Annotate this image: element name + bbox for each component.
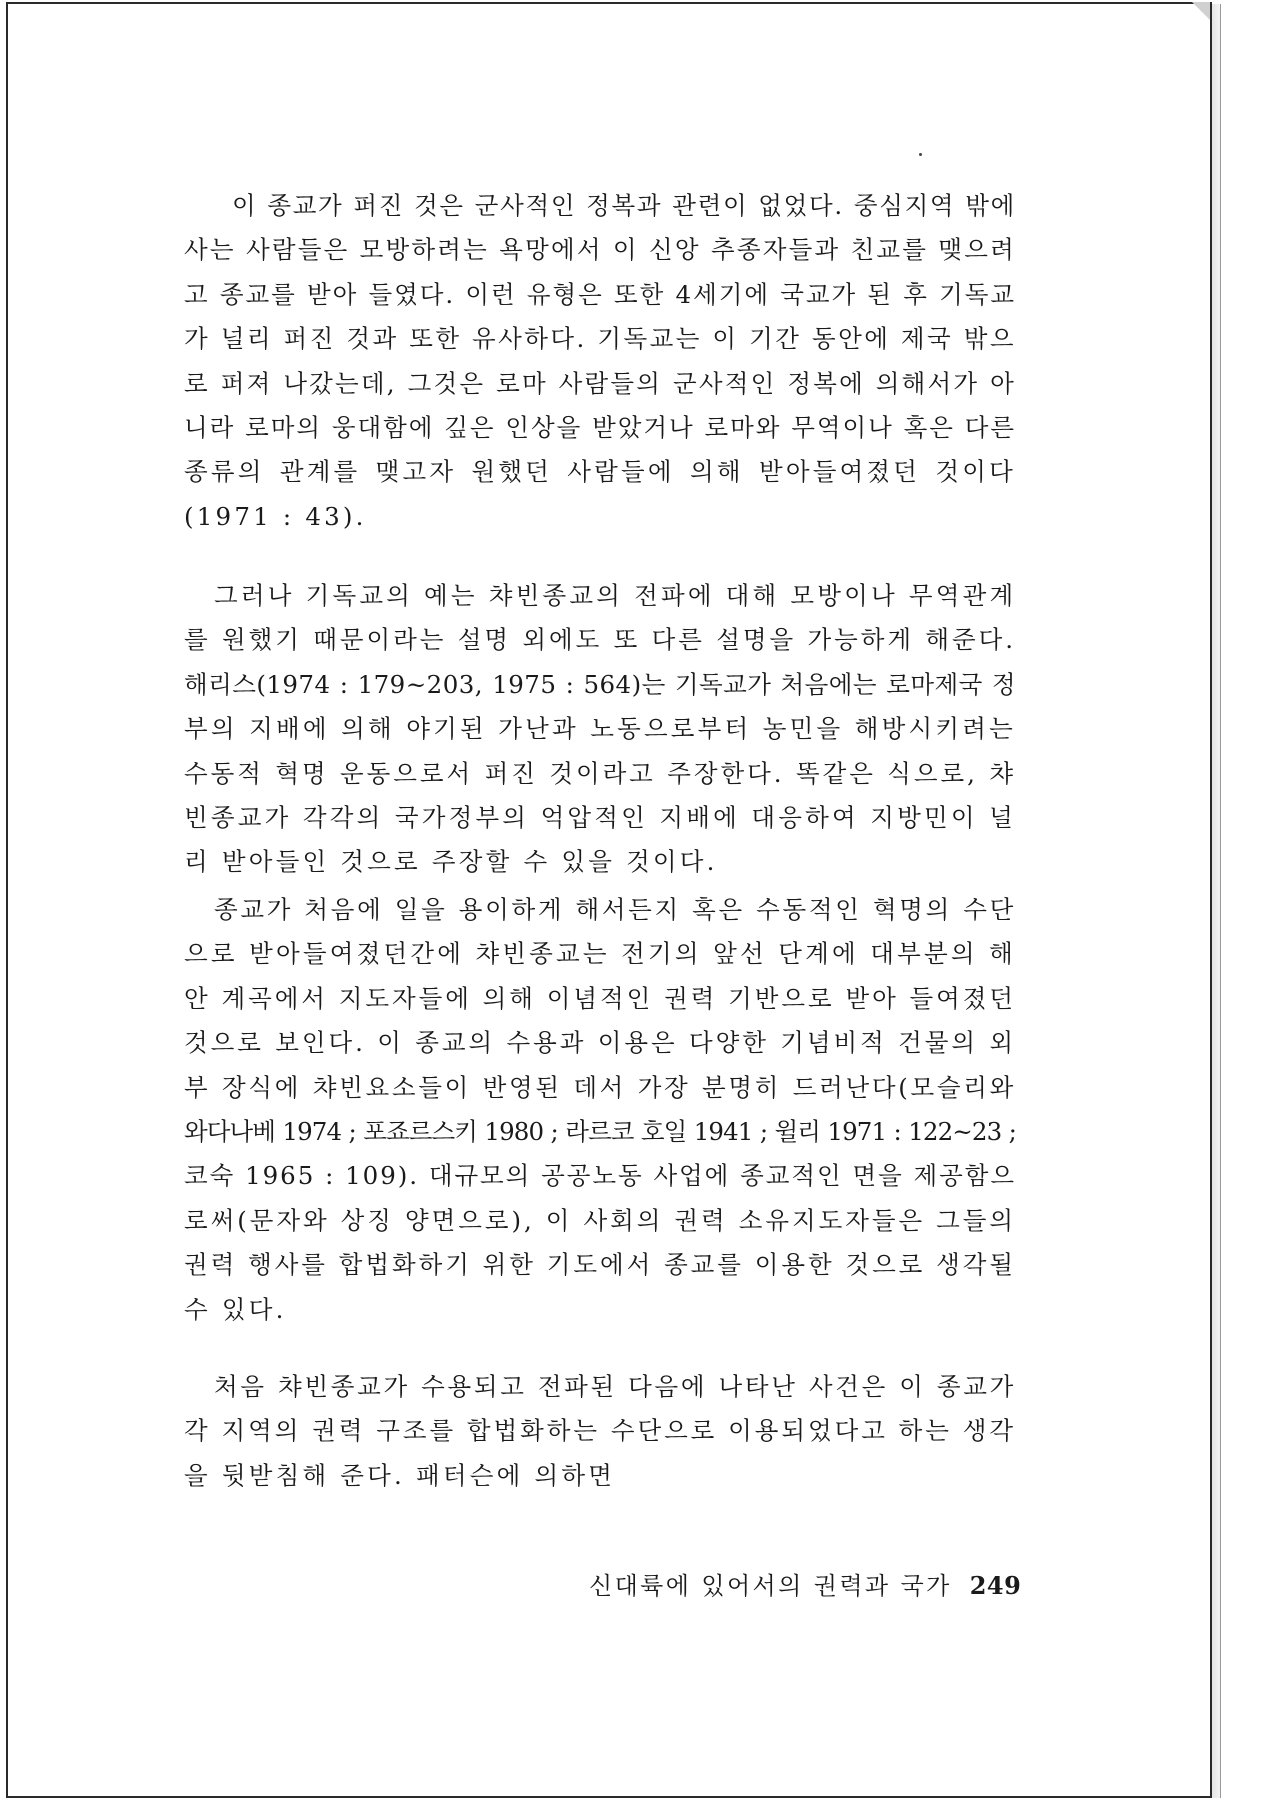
quoted-paragraph [184, 184, 1016, 539]
page-footer [589, 1566, 1049, 1601]
text-line: 빈종교가 각각의 국가정부의 억압적인 지배에 대응하여 지방민이 널 [184, 803, 1016, 833]
text-line: 를 원했기 때문이라는 설명 외에도 또 다른 설명을 가능하게 해준다. [184, 625, 1016, 655]
text-line: 각 지역의 권력 구조를 합법화하는 수단으로 이용되었다고 하는 생각 [184, 1416, 1016, 1446]
body-paragraph [184, 1365, 1016, 1498]
text-line: 수 있다. [184, 1294, 287, 1324]
text-line: 안 계곡에서 지도자들에 의해 이념적인 권력 기반으로 받아 들여졌던 [184, 983, 1016, 1013]
text-line: 니라 로마의 웅대함에 깊은 인상을 받았거나 로마와 무역이나 혹은 다른 [184, 413, 1016, 443]
text-line: 리 받아들인 것으로 주장할 수 있을 것이다. [184, 847, 718, 877]
text-line: 처음 챠빈종교가 수용되고 전파된 다음에 나타난 사건은 이 종교가 [214, 1372, 1016, 1401]
print-speck [919, 153, 922, 156]
text-line: 것으로 보인다. 이 종교의 수용과 이용은 다양한 기념비적 건물의 외 [184, 1028, 1016, 1058]
text-line: 로써(문자와 상징 양면으로), 이 사회의 권력 소유지도자들은 그들의 [184, 1205, 1016, 1235]
text-line: 해리스(1974 : 179~203, 1975 : 564)는 기독교가 처음에는 로마제국 정 [184, 669, 1016, 699]
text-line: 수동적 혁명 운동으로서 퍼진 것이라고 주장한다. 똑같은 식으로, 챠 [184, 758, 1016, 788]
text-line: 사는 사람들은 모방하려는 욕망에서 이 신앙 추종자들과 친교를 맺으려 [184, 235, 1016, 265]
text-line: 을 뒷받침해 준다. 패터슨에 의하면 [184, 1460, 616, 1490]
text-line: 으로 받아들여졌던간에 챠빈종교는 전기의 앞선 단계에 대부분의 해 [184, 939, 1016, 969]
text-line: 고 종교를 받아 들였다. 이런 유형은 또한 4세기에 국교가 된 후 기독교 [184, 279, 1016, 309]
text-line: 그러나 기독교의 예는 챠빈종교의 전파에 대해 모방이나 무역관계 [214, 581, 1017, 610]
text-line: 종류의 관계를 맺고자 원했던 사람들에 의해 받아들여졌던 것이다 [184, 457, 1016, 487]
text-line: (1971 : 43). [184, 501, 367, 531]
text-line: 종교가 처음에 일을 용이하게 해서든지 혹은 수동적인 혁명의 수단 [214, 895, 1016, 924]
text-line: 가 널리 퍼진 것과 또한 유사하다. 기독교는 이 기간 동안에 제국 밖으 [184, 324, 1016, 354]
text-line: 로 퍼져 나갔는데, 그것은 로마 사람들의 군사적인 정복에 의해서가 아 [184, 368, 1016, 398]
body-paragraph [184, 888, 1016, 1332]
body-paragraph [184, 574, 1016, 885]
running-title: 신대륙에 있어서의 권력과 국가 [589, 1572, 952, 1600]
text-line: 권력 행사를 합법화하기 위한 기도에서 종교를 이용한 것으로 생각될 [184, 1250, 1016, 1280]
text-line: 이 종교가 퍼진 것은 군사적인 정복과 관련이 없었다. 중심지역 밖에 [232, 191, 1016, 220]
page-number: 249 [969, 1571, 1022, 1600]
text-line: 부의 지배에 의해 야기된 가난과 노동으로부터 농민을 해방시키려는 [184, 714, 1016, 744]
text-line: 와다나베 1974 ; 포죠르스키 1980 ; 라르코 호일 1941 ; 윌리 1971 : 122~23 ; [184, 1117, 1016, 1147]
page-corner [1192, 2, 1210, 20]
text-line: 코숙 1965 : 109). 대규모의 공공노동 사업에 종교적인 면을 제공함으 [184, 1161, 1016, 1191]
text-line: 부 장식에 챠빈요소들이 반영된 데서 가장 분명히 드러난다(모슬리와 [184, 1072, 1016, 1102]
